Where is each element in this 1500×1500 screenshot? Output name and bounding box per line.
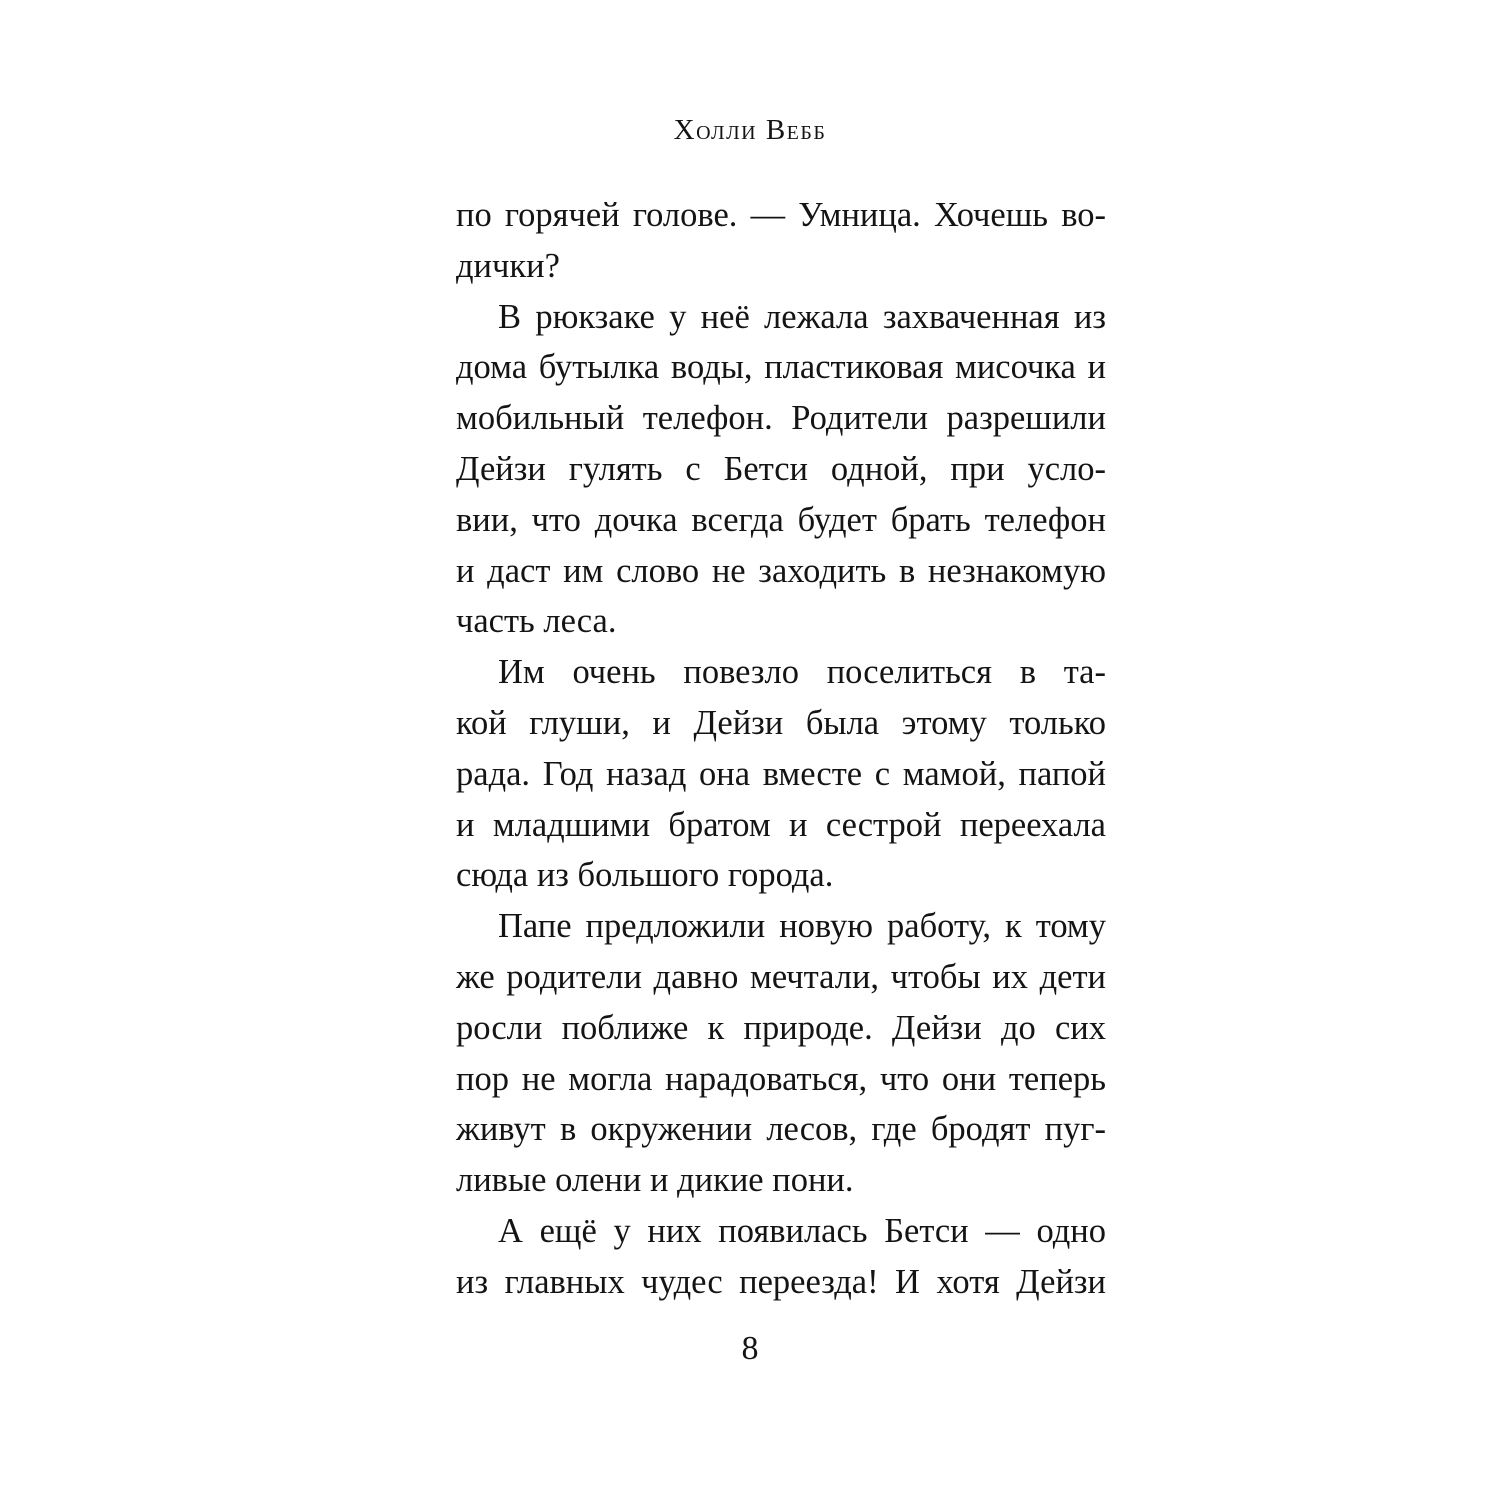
text-line: рада. Год назад она вместе с мамой, папой: [456, 754, 1106, 793]
text-line: Дейзи гулять с Бетси одной, при усло-: [456, 449, 1106, 488]
text-line: и младшими братом и сестрой переехала: [456, 805, 1106, 844]
running-title: Холли Вебб: [673, 114, 827, 146]
text-line: живут в окружении лесов, где бродят пуг-: [456, 1110, 1106, 1149]
text-line: из главных чудес переезда! И хотя Дейзи: [456, 1262, 1106, 1301]
text-line: же родители давно мечтали, чтобы их дети: [456, 957, 1106, 996]
text-line: пор не могла нарадоваться, что они теперь: [456, 1059, 1106, 1098]
text-line: кой глуши, и Дейзи была этому только: [456, 703, 1106, 742]
text-line: росли поближе к природе. Дейзи до сих: [456, 1008, 1106, 1047]
text-line: мобильный телефон. Родители разрешили: [456, 399, 1106, 438]
text-line: часть леса.: [456, 602, 617, 641]
text-line: дома бутылка воды, пластиковая мисочка и: [456, 348, 1106, 387]
text-line: ливые олени и дикие пони.: [456, 1161, 854, 1200]
paragraph-first-line: Им очень повезло поселиться в та-: [498, 653, 1106, 692]
paragraph-first-line: А ещё у них появилась Бетси — одно: [498, 1211, 1106, 1250]
text-line: вии, что дочка всегда будет брать телефон: [456, 500, 1106, 539]
text-line: дички?: [456, 246, 560, 285]
text-line: сюда из большого города.: [456, 856, 834, 895]
page-number: 8: [741, 1330, 759, 1367]
text-line: по горячей голове. — Умница. Хочешь во-: [456, 196, 1106, 234]
paragraph-first-line: Папе предложили новую работу, к тому: [498, 907, 1106, 946]
text-line: и даст им слово не заходить в незнакомую: [456, 551, 1106, 590]
paragraph-first-line: В рюкзаке у неё лежала захваченная из: [498, 297, 1106, 336]
body-text: [456, 190, 1106, 1308]
